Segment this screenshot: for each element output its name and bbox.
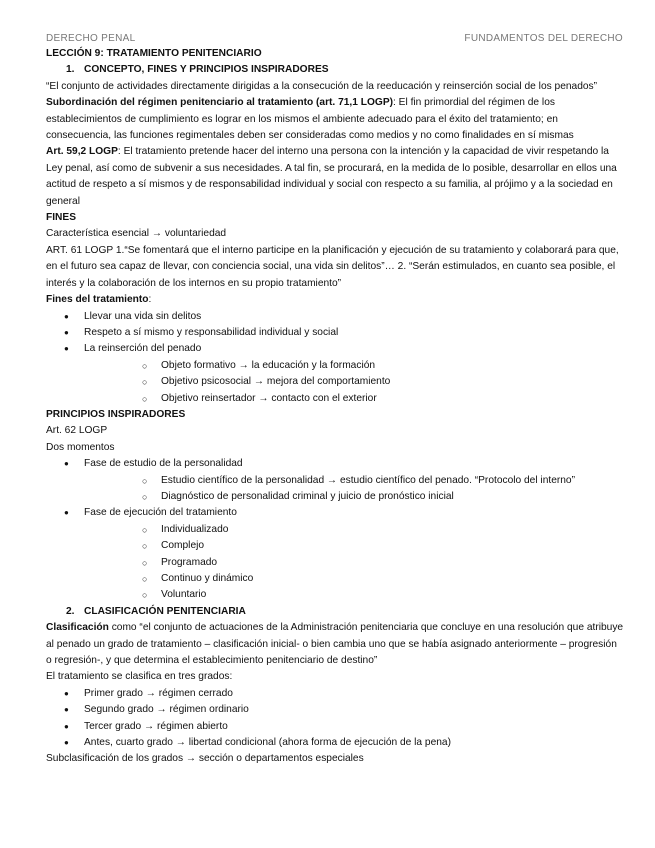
header-course: FUNDAMENTOS DEL DERECHO (464, 33, 623, 44)
list-item: ● Respeto a sí mismo y responsabilidad individual y social (46, 325, 625, 341)
section-1-number: 1. (66, 64, 75, 76)
fases-list (46, 456, 625, 604)
list-item: ○ Voluntario (84, 587, 625, 603)
art62-line: Art. 62 LOGP (46, 425, 108, 437)
list-item: ○ Programado (84, 555, 625, 571)
subordination-label: Subordinación del régimen penitenciario al tratamiento (art. 71,1 LOGP) (46, 97, 394, 109)
section-2-title: CLASIFICACIÓN PENITENCIARIA (84, 605, 246, 617)
grados-list (46, 686, 625, 752)
header-subject: DERECHO PENAL (46, 33, 136, 44)
list-item: ● Primer grado → régimen cerrado (46, 686, 625, 702)
clasificacion-label: Clasificación (46, 622, 109, 634)
list-item: ○ Complejo (84, 538, 625, 554)
fase-ejecucion-sublist (84, 522, 625, 604)
section-2-heading (46, 604, 625, 620)
list-item: ● Tercer grado → régimen abierto (46, 719, 625, 735)
dos-momentos-line: Dos momentos (46, 441, 115, 453)
subclasificacion-line: Subclasificación de los grados → sección o departamentos especiales (46, 753, 364, 765)
section-1-heading (46, 62, 625, 78)
subordination-paragraph (46, 95, 625, 144)
list-item: ● La reinserción del penado ○ Objeto formativo → la educación y la formación ○ Objetivo psicosocial → mejora del comportamiento ○ Objetivo reinsertador → contacto con el exterior (46, 341, 625, 407)
list-item: ○ Objeto formativo → la educación y la formación (84, 358, 625, 374)
art59-text: : El tratamiento pretende hacer del interno una persona con la intención y la capacidad de vivir respetando la Ley penal, así como de subvenir a sus necesidades. A tal fin, se procurará, en la medida de lo posible, desarrollar en ellos una actitud de respeto a sí mismos y de responsabilidad individual y social con respecto a su familia, al prójimo y a la sociedad en general (46, 146, 617, 207)
list-item: ○ Individualizado (84, 522, 625, 538)
list-item: ○ Objetivo psicosocial → mejora del comportamiento (84, 374, 625, 390)
list-item: ● Fase de estudio de la personalidad ○ Estudio científico de la personalidad → estudio científico del penado. “Protocolo del interno” ○ Diagnóstico de personalidad criminal y juicio de pronóstico inicial (46, 456, 625, 505)
lesson-title: LECCIÓN 9: TRATAMIENTO PENITENCIARIO (46, 48, 262, 59)
list-item: ○ Continuo y dinámico (84, 571, 625, 587)
list-item: ● Antes, cuarto grado → libertad condicional (ahora forma de ejecución de la pena) (46, 735, 625, 751)
clasificacion-text: como “el conjunto de actuaciones de la Administración penitenciaria que concluye en una resolución que atribuye al penado un grado de tratamiento – clasificación inicial- o bien cambia uno que se había asignado anteriormente – progresión o regresión-, y que determina el establecimiento penitenciario de destino” (46, 622, 624, 667)
document-body (46, 31, 625, 768)
list-item: ○ Estudio científico de la personalidad → estudio científico del penado. “Protocolo del interno” (84, 473, 625, 489)
reinsercion-sublist (84, 358, 625, 407)
list-item: ○ Objetivo reinsertador → contacto con el exterior (84, 391, 625, 407)
section-2-number: 2. (66, 605, 75, 617)
fase-estudio-sublist (84, 473, 625, 506)
characteristic-line: Característica esencial → voluntariedad (46, 228, 227, 240)
fines-list (46, 309, 625, 407)
grados-intro: El tratamiento se clasifica en tres grados: (46, 671, 233, 683)
art61-paragraph: ART. 61 LOGP 1.“Se fomentará que el interno participe en la planificación y ejecución de su tratamiento y colaborará para que, en el futuro sea capaz de llevar, con conciencia social, una vida sin delitos”… 2. “Serán estimulados, en cuanto sea posible, el interés y la colaboración de los internos en su propio tratamiento” (46, 244, 619, 289)
subordination-text: : El fin primordial del régimen de los establecimientos de cumplimiento es lograr en los mismos el ambiente adecuado para el éxito del tratamiento; en consecuencia, las funciones regimentales deben ser consideradas como medios y no como finalidades en sí mismas (46, 97, 574, 142)
section-1-title: CONCEPTO, FINES Y PRINCIPIOS INSPIRADORES (84, 64, 329, 76)
principios-heading: PRINCIPIOS INSPIRADORES (46, 408, 186, 420)
list-item: ● Fase de ejecución del tratamiento ○ Individualizado ○ Complejo ○ Programado ○ Continuo y dinámico ○ Voluntario (46, 505, 625, 603)
fines-heading: FINES (46, 212, 77, 224)
definition-quote: “El conjunto de actividades directamente dirigidas a la consecución de la reeducación y reinserción social de los penados” (46, 80, 598, 92)
fines-tratamiento-line: Fines del tratamiento: (46, 294, 152, 306)
art59-paragraph (46, 144, 625, 210)
fines-tratamiento-label: Fines del tratamiento (46, 294, 149, 306)
clasificacion-paragraph (46, 620, 625, 669)
art59-label: Art. 59,2 LOGP (46, 146, 118, 158)
list-item: ● Segundo grado → régimen ordinario (46, 702, 625, 718)
list-item: ● Llevar una vida sin delitos (46, 309, 625, 325)
list-item: ○ Diagnóstico de personalidad criminal y juicio de pronóstico inicial (84, 489, 625, 505)
